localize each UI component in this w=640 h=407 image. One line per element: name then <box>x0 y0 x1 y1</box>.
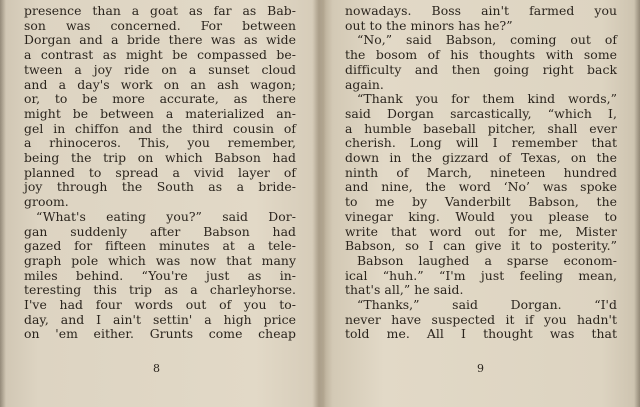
text-line: a contrast as might be compassed be- <box>24 47 296 63</box>
text-line: Babson, so I can give it to posterity.” <box>345 238 617 254</box>
text-line: Babson laughed a sparse econom- <box>357 252 617 268</box>
text-line: a rhinoceros. This, you remember, <box>24 135 296 151</box>
text-line: might be between a materialized an- <box>24 105 296 121</box>
text-line: on 'em either. Grunts come cheap <box>24 326 296 342</box>
text-line: never have suspected it if you hadn't <box>345 311 617 327</box>
page-number-right: 9 <box>477 362 484 375</box>
text-line: “What's eating you?” said Dor- <box>36 208 296 224</box>
text-line: told me. All I thought was that <box>345 326 617 342</box>
text-line: again. <box>345 76 384 92</box>
text-line: presence than a goat as far as Bab- <box>24 3 296 18</box>
text-line: gazed for fifteen minutes at a tele- <box>24 238 296 254</box>
text-line: “Thanks,” said Dorgan. “I'd <box>357 297 617 313</box>
text-line: cherish. Long will I remember that <box>345 135 617 151</box>
text-line: miles behind. “You're just as in- <box>24 267 296 283</box>
text-line: ical “huh.” “I'm just feeling mean, <box>345 267 617 283</box>
text-line: to me by Vanderbilt Babson, the <box>345 194 617 210</box>
text-line: planned to spread a vivid layer of <box>24 164 296 180</box>
text-line: gan suddenly after Babson had <box>24 223 296 239</box>
text-line: Dorgan and a bride there was as wide <box>24 32 296 48</box>
text-line: the bosom of his thoughts with some <box>345 47 617 63</box>
text-line: and a day's work on an ash wagon; <box>24 76 296 92</box>
text-line: joy through the South as a bride- <box>24 179 296 195</box>
text-line: that's all,” he said. <box>345 282 464 298</box>
text-line: groom. <box>24 194 69 210</box>
text-line: tween a joy ride on a sunset cloud <box>24 61 296 77</box>
text-line: write that word out for me, Mister <box>345 223 617 239</box>
text-line: “No,” said Babson, coming out of <box>357 32 617 48</box>
text-line: day, and I ain't settin' a high price <box>24 311 296 327</box>
text-line: and nine, the word ‘No’ was spoke <box>345 179 617 195</box>
text-line: being the trip on which Babson had <box>24 150 296 166</box>
text-line: a humble baseball pitcher, shall ever <box>345 120 617 136</box>
text-line: graph pole which was now that many <box>24 252 296 268</box>
text-line: said Dorgan sarcastically, “which I, <box>345 105 617 121</box>
page-number-left: 8 <box>153 362 160 375</box>
text-line: ninth of March, nineteen hundred <box>345 164 617 180</box>
right-page-text <box>345 4 617 342</box>
book-gutter <box>312 0 326 407</box>
text-line: teresting this trip as a charleyhorse. <box>24 282 296 298</box>
text-line: “Thank you for them kind words,” <box>357 91 617 107</box>
text-line: nowadays. Boss ain't farmed you <box>345 3 617 18</box>
text-line: son was concerned. For between <box>24 17 296 33</box>
text-line: I've had four words out of you to- <box>24 297 296 313</box>
text-line: out to the minors has he?” <box>345 17 513 33</box>
text-line: gel in chiffon and the third cousin of <box>24 120 296 136</box>
text-line: or, to be more accurate, as there <box>24 91 296 107</box>
right-edge-shadow <box>634 0 640 407</box>
text-line: difficulty and then going right back <box>345 61 617 77</box>
text-line: vinegar king. Would you please to <box>345 208 617 224</box>
text-line: down in the gizzard of Texas, on the <box>345 150 617 166</box>
left-edge-shadow <box>0 0 6 407</box>
left-page-text <box>24 4 296 342</box>
